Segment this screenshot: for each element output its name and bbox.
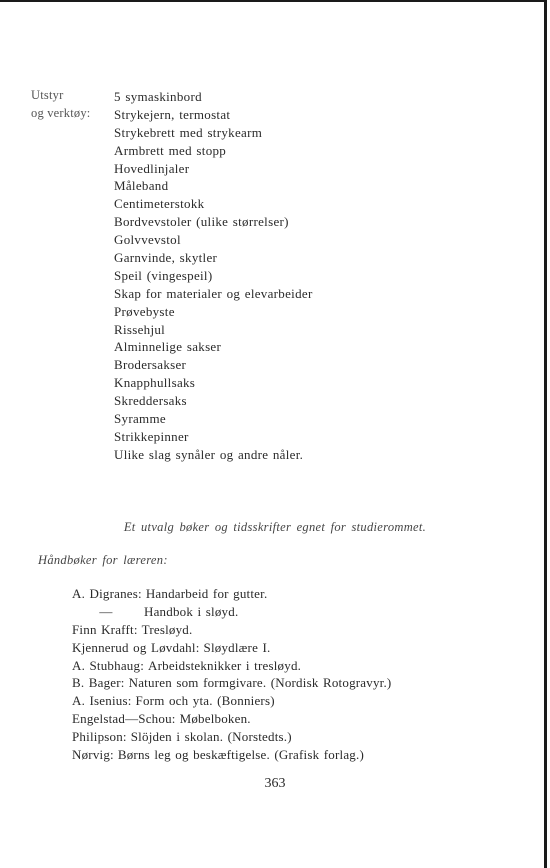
list-item: Brodersakser (114, 357, 187, 373)
list-item: Garnvinde, skytler (114, 250, 218, 266)
book-title: Sløydlære I. (203, 639, 271, 655)
book-entry (72, 621, 391, 639)
book-author: Engelstad—Schou: (72, 711, 176, 727)
list-item: Strikkepinner (114, 428, 189, 444)
book-author: B. Bager: (72, 675, 125, 691)
book-title: Tresløyd. (141, 621, 193, 637)
book-entry (72, 710, 391, 728)
section-label-equipment: Utstyr (31, 88, 64, 102)
book-entry (72, 746, 391, 764)
list-item: Ulike slag synåler og andre nåler. (114, 446, 304, 462)
book-author: — (99, 603, 113, 619)
list-item: Golvvevstol (114, 232, 181, 248)
book-entry (72, 692, 391, 710)
page-number: 363 (264, 776, 286, 791)
list-item: Syramme (114, 411, 166, 427)
book-author: A. Isenius: (72, 693, 132, 709)
list-item: Speil (vingespeil) (114, 267, 213, 283)
book-title: Handarbeid for gutter. (145, 586, 268, 601)
book-author: Philipson: (72, 729, 127, 745)
list-item: Strykejern, termostat (114, 106, 231, 122)
list-item: 5 symaskinbord (114, 89, 202, 104)
list-item: Centimeterstokk (114, 196, 205, 212)
section-heading: Et utvalg bøker og tidsskrifter egnet for studierommet. (123, 520, 427, 534)
book-title: Form och yta. (Bonniers) (135, 693, 275, 709)
subheading: Håndbøker for læreren: (38, 553, 168, 567)
equipment-list (114, 88, 313, 464)
list-item: Måleband (114, 178, 169, 194)
book-title: Møbelboken. (179, 711, 251, 727)
list-item: Armbrett med stopp (114, 142, 227, 158)
list-item: Prøvebyste (114, 303, 175, 319)
book-entry (72, 603, 391, 621)
list-item: Skap for materialer og elevarbeider (114, 285, 313, 301)
book-author: Nørvig: (72, 747, 114, 763)
book-author: A. Digranes: (72, 586, 142, 601)
book-author: Kjennerud og Løvdahl: (72, 639, 200, 655)
list-item: Strykebrett med strykearm (114, 124, 263, 140)
book-entry (72, 639, 391, 657)
book-list (72, 585, 391, 764)
book-title: Børns leg og beskæftigelse. (Grafisk forlag.) (117, 747, 364, 763)
book-title: Naturen som formgivare. (Nordisk Rotogravyr.) (128, 675, 392, 691)
book-entry (72, 585, 391, 603)
book-title: Slöjden i skolan. (Norstedts.) (130, 729, 292, 745)
book-entry (72, 674, 391, 692)
book-entry (72, 728, 391, 746)
list-item: Alminnelige sakser (114, 339, 222, 355)
book-title: Handbok i sløyd. (144, 603, 239, 619)
section-label-tools: og verktøy: (31, 106, 91, 120)
list-item: Skreddersaks (114, 393, 187, 409)
book-author: A. Stubhaug: (72, 657, 145, 673)
book-title: Arbeidsteknikker i tresløyd. (148, 657, 302, 673)
list-item: Rissehjul (114, 321, 166, 337)
list-item: Bordvevstoler (ulike størrelser) (114, 214, 289, 230)
book-author: Finn Krafft: (72, 621, 138, 637)
list-item: Hovedlinjaler (114, 160, 190, 176)
list-item: Knapphullsaks (114, 375, 196, 391)
book-entry (72, 657, 391, 675)
